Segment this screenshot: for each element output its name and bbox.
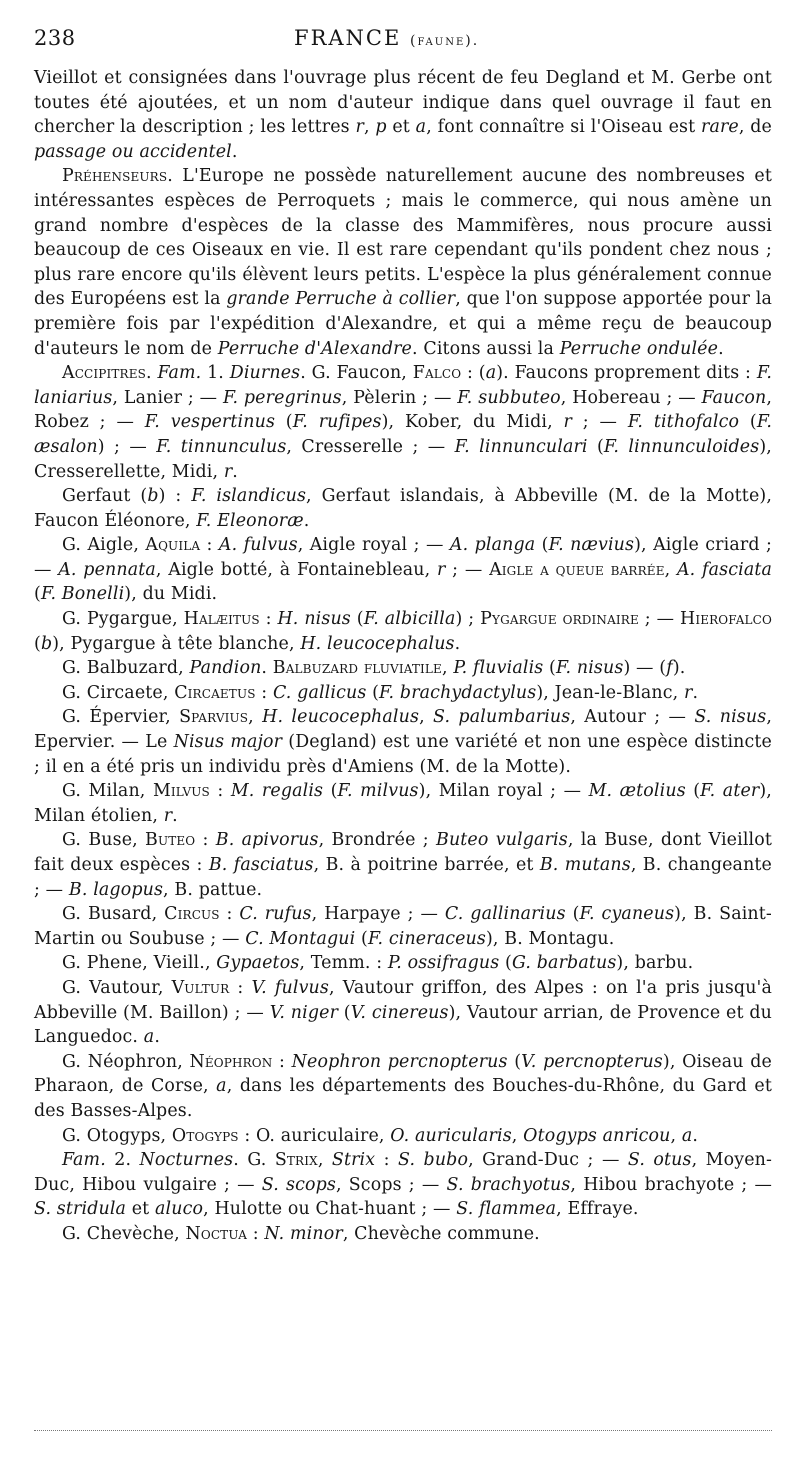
italic-text: B. lagopus	[68, 879, 164, 900]
text-run: , Lanier ; —	[112, 387, 223, 408]
paragraph	[34, 1222, 772, 1247]
italic-text: Gypaetos	[216, 953, 300, 974]
text-run: .	[454, 633, 461, 654]
italic-text: r	[163, 805, 173, 826]
paragraph	[34, 533, 772, 607]
text-run: (	[323, 781, 338, 802]
italic-text: V. niger	[269, 1002, 339, 1023]
text-run: ; —	[445, 559, 490, 580]
bottom-dotted-rule	[34, 1430, 772, 1431]
italic-text: C. gallinarius	[444, 904, 566, 925]
text-run: G. Milan,	[62, 781, 153, 802]
italic-text: A. planga	[449, 535, 536, 556]
paragraph	[34, 902, 772, 951]
italic-text: p	[375, 117, 387, 138]
italic-text: r	[563, 412, 573, 433]
paragraph	[34, 607, 772, 656]
text-run: ) :	[158, 486, 192, 507]
italic-text: H. leucocephalus	[262, 707, 420, 728]
paragraph	[34, 484, 772, 533]
text-run: , Epervier. — Le	[34, 707, 772, 753]
italic-text: A. fasciata	[676, 559, 772, 580]
paragraph	[34, 1124, 772, 1149]
text-run: (	[275, 412, 293, 433]
small-caps-text: Aigle a queue barrée	[489, 559, 665, 580]
italic-text: B. fasciatus	[208, 855, 314, 875]
italic-text: grande Perruche à collier	[226, 289, 456, 310]
text-run: ,	[511, 1125, 524, 1146]
text-run: , B. à poitrine barrée, et	[313, 855, 540, 875]
text-run: ,	[317, 1150, 332, 1171]
text-run: et	[386, 117, 416, 138]
text-run: , B. changeante ; —	[34, 855, 772, 900]
italic-text: Pandion	[189, 658, 262, 679]
paragraph	[34, 951, 772, 976]
text-run: ,	[441, 658, 454, 679]
text-run: ), Pygargue à tête blanche,	[52, 633, 301, 654]
text-run: (	[565, 904, 580, 925]
small-caps-text: Buteo	[145, 830, 196, 851]
page-number: 238	[34, 26, 76, 50]
text-run: , Gerfaut islandais, à Abbeville (M. de la Motte), Faucon Éléonore,	[34, 486, 772, 531]
small-caps-text: Strix	[274, 1150, 318, 1171]
italic-text: B. mutans	[539, 855, 631, 875]
italic-text: r	[437, 559, 446, 580]
text-run: :	[229, 977, 252, 998]
running-head	[294, 26, 479, 50]
text-run: , Grand-Duc ; —	[468, 1150, 628, 1171]
italic-text: F. albicilla	[363, 609, 456, 630]
text-run: G. Aigle,	[62, 535, 146, 556]
italic-text: F. peregrinus	[222, 387, 342, 408]
text-run: (Degland) est une variété et non une espèce distincte ; il en a été pris un individu près d'Amiens (M. de la Motte).	[34, 732, 772, 777]
text-run: , Autour ; —	[570, 707, 695, 728]
italic-text: F. tinnunculus	[156, 436, 287, 457]
text-run: G. Chevèche,	[62, 1223, 186, 1244]
text-run: .	[261, 658, 273, 679]
text-run: ), Jean-le-Blanc,	[536, 682, 685, 703]
italic-text: S. nisus	[694, 707, 767, 728]
italic-text: F. islandicus	[191, 486, 307, 507]
italic-text: a	[415, 117, 427, 138]
italic-text: G. barbatus	[512, 953, 617, 974]
text-run: (	[34, 633, 41, 654]
italic-text: Buteo vulgaris	[436, 830, 568, 851]
text-run: , font connaître si l'Oiseau est	[426, 117, 701, 138]
text-run: G. Vautour,	[62, 977, 172, 998]
text-run: Vieillot et consignées dans l'ouvrage plus récent de feu Degland et M. Gerbe ont toutes été ajoutées, et un nom d'auteur indique dans quel ouvrage il faut en chercher la description ; les lettres	[34, 68, 772, 138]
text-run: , Aigle royal ; —	[297, 535, 450, 556]
text-run: :	[209, 781, 231, 802]
text-run: ; —	[638, 609, 680, 630]
text-run: G. Néophron,	[62, 1051, 190, 1072]
italic-text: S. otus	[627, 1150, 692, 1171]
text-run: , Robez ; —	[34, 387, 772, 433]
text-run: ), Milan royal ; —	[418, 781, 589, 802]
text-run: et	[126, 1199, 155, 1220]
text-run: , Hulotte ou Chat-huant ; —	[203, 1199, 457, 1220]
text-run: (	[366, 682, 380, 703]
italic-text: a	[143, 1027, 155, 1048]
paragraph	[34, 66, 772, 164]
italic-text: S. bubo	[398, 1150, 469, 1171]
text-run: :	[247, 1223, 265, 1244]
text-run: , Effraye.	[556, 1199, 639, 1220]
italic-text: S. scops	[261, 1174, 336, 1195]
text-run: ) — (	[623, 658, 667, 679]
italic-text: Nisus major	[173, 732, 283, 753]
text-run: G. Busard,	[62, 904, 165, 925]
italic-text: S. stridula	[34, 1199, 127, 1220]
text-run: :	[255, 682, 273, 703]
italic-text: F. linnunculari	[454, 436, 588, 457]
italic-text: Fam.	[62, 1150, 106, 1171]
small-caps-text: Néophron	[189, 1051, 273, 1072]
text-run: G. Épervier,	[62, 707, 180, 728]
small-caps-text: Otogyps	[171, 1125, 239, 1146]
italic-text: Perruche ondulée	[559, 338, 719, 359]
italic-text: V. fulvus	[251, 977, 329, 998]
text-run: G. Balbuzard,	[62, 658, 190, 679]
text-run: .	[172, 805, 178, 826]
small-caps-text: Circus	[164, 904, 220, 925]
italic-text: S. palumbarius	[433, 707, 571, 728]
text-run: .	[231, 141, 238, 162]
paragraph	[34, 828, 772, 902]
italic-text: Perruche d'Alexandre	[217, 338, 413, 359]
text-run: ,	[248, 707, 263, 728]
text-run: , Scops ; —	[335, 1174, 447, 1195]
paragraph	[34, 656, 772, 681]
italic-text: N. minor	[264, 1223, 343, 1244]
text-run: , dans les départements des Bouches-du-Rhône, du Gard et des Basses-Alpes.	[34, 1076, 772, 1121]
italic-text: C. Montagui	[245, 928, 356, 949]
text-run: .	[146, 363, 158, 384]
text-run: (	[499, 953, 512, 974]
italic-text: passage ou accidentel	[34, 141, 232, 162]
text-run: Gerfaut (	[62, 486, 148, 507]
italic-text: F. tithofalco	[627, 412, 740, 433]
text-run: (	[535, 535, 549, 556]
text-run: ), Kober, du Midi,	[381, 412, 564, 433]
text-run: , Hobereau ; —	[560, 387, 702, 408]
text-run: ) ;	[455, 609, 481, 630]
text-run: G. Phene, Vieill.,	[62, 953, 217, 974]
paragraph	[34, 779, 772, 828]
italic-text: Fam.	[157, 363, 202, 384]
small-caps-text: Balbuzard fluviatile	[272, 658, 442, 679]
page-body-text	[34, 66, 772, 1247]
text-run: :	[259, 609, 278, 630]
page-header	[34, 26, 772, 66]
italic-text: a	[216, 1076, 227, 1097]
text-run: ), B. Montagu.	[485, 928, 615, 949]
italic-text: Otogyps anricou	[523, 1125, 671, 1146]
italic-text: f	[666, 658, 673, 679]
italic-text: Nocturnes	[139, 1150, 234, 1171]
italic-text: F. subbuteo	[457, 387, 561, 408]
small-caps-text: Noctua	[185, 1223, 248, 1244]
italic-text: H. leucocephalus	[300, 633, 455, 654]
text-run: G. Circaete,	[62, 682, 175, 703]
italic-text: H. nisus	[277, 609, 351, 630]
text-run: (	[587, 436, 604, 457]
text-run: ), Oiseau de Pharaon, de Corse,	[34, 1051, 772, 1097]
text-run: , Temm. :	[299, 953, 388, 974]
text-run: : O. auriculaire,	[238, 1125, 391, 1146]
italic-text: F. æsalon	[34, 412, 773, 457]
italic-text: Diurnes	[229, 363, 301, 384]
text-run: ), du Midi.	[124, 584, 218, 605]
small-caps-text: Préhenseurs	[62, 166, 168, 187]
text-run: .	[303, 510, 310, 531]
paragraph	[34, 164, 772, 361]
text-run: .	[232, 461, 238, 482]
paragraph	[34, 1050, 772, 1124]
paragraph	[34, 681, 772, 706]
italic-text: b	[147, 486, 159, 507]
text-run: :	[195, 830, 216, 851]
text-run: (	[350, 609, 364, 630]
italic-text: F. cyaneus	[579, 904, 675, 925]
text-run: ), Aigle criard ; —	[34, 535, 772, 580]
text-run: G. Buse,	[62, 830, 146, 851]
italic-text: r	[223, 461, 233, 482]
running-head-title: FRANCE	[294, 26, 402, 50]
text-run: 1.	[201, 363, 230, 384]
text-run: , Pèlerin ; —	[341, 387, 458, 408]
text-run: ), barbu.	[616, 953, 694, 974]
italic-text: F. nisus	[556, 658, 624, 679]
text-run: .	[692, 1125, 699, 1146]
italic-text: F. ater	[700, 781, 760, 802]
italic-text: b	[40, 633, 53, 654]
italic-text: Faucon	[701, 387, 767, 408]
text-run: ,	[664, 559, 677, 580]
italic-text: P. fluvialis	[453, 658, 544, 679]
italic-text: C. gallicus	[272, 682, 367, 703]
text-run: , Moyen-Duc, Hibou vulgaire ; —	[34, 1150, 773, 1195]
text-run: ). Faucons proprement dits :	[496, 363, 757, 384]
italic-text: Strix	[331, 1150, 376, 1171]
text-run: , Brondrée ;	[318, 830, 437, 851]
text-run: ; —	[572, 412, 628, 433]
text-run: (	[739, 412, 757, 433]
text-run: , de	[738, 117, 772, 138]
paragraph	[34, 976, 772, 1050]
text-run: , que l'on suppose apportée pour la première fois par l'expédition d'Alexandre, et qui a même reçu de beaucoup d'auteurs le nom de	[34, 289, 772, 359]
italic-text: F. nævius	[548, 535, 635, 556]
text-run: : (	[461, 363, 486, 384]
text-run: :	[272, 1051, 292, 1072]
italic-text: V. percnopterus	[521, 1051, 663, 1072]
text-run: (	[507, 1051, 522, 1072]
italic-text: F. linnunculoides	[603, 436, 760, 457]
italic-text: A. pennata	[58, 559, 156, 580]
italic-text: M. regalis	[230, 781, 324, 802]
italic-text: F. cineraceus	[367, 928, 486, 949]
text-run: , Chevèche commune.	[342, 1223, 540, 1244]
text-run: ,	[670, 1125, 682, 1146]
text-run: . G.	[233, 1150, 275, 1171]
text-run: ).	[672, 658, 686, 679]
text-run: G. Pygargue,	[62, 609, 184, 630]
text-run: , Aigle botté, à Fontainebleau,	[155, 559, 438, 580]
italic-text: F. vespertinus	[144, 412, 276, 433]
text-run: (	[34, 584, 41, 605]
text-run: (	[685, 781, 701, 802]
italic-text: rare	[700, 117, 739, 138]
text-run: ,	[363, 117, 376, 138]
text-run: ,	[419, 707, 434, 728]
text-run: . Citons aussi la	[412, 338, 560, 359]
small-caps-text: Circaetus	[174, 682, 256, 703]
small-caps-text: Hierofalco	[680, 609, 772, 630]
italic-text: P. ossifragus	[387, 953, 500, 974]
text-run: G. Otogyps,	[62, 1125, 172, 1146]
text-run: , Cresserelle ; —	[286, 436, 455, 457]
small-caps-text: Aquila	[145, 535, 201, 556]
italic-text: A. fulvus	[218, 535, 298, 556]
italic-text: F. laniarius	[34, 363, 772, 408]
small-caps-text: Sparvius	[179, 707, 249, 728]
small-caps-text: Milvus	[152, 781, 210, 802]
text-run: :	[375, 1150, 399, 1171]
text-run: ), B. Saint-Martin ou Soubuse ; —	[34, 904, 772, 949]
paragraph	[34, 1148, 772, 1222]
italic-text: a	[485, 363, 497, 384]
italic-text: aluco	[155, 1199, 204, 1220]
italic-text: O. auricularis	[390, 1125, 512, 1146]
text-run: 2.	[105, 1150, 140, 1171]
italic-text: Neophron percnopterus	[291, 1051, 508, 1072]
small-caps-text: Pygargue ordinaire	[480, 609, 639, 630]
text-run: (	[355, 928, 368, 949]
small-caps-text: Falco	[412, 363, 462, 384]
text-run: ), Vautour arrian, de Provence et du Languedoc.	[34, 1002, 773, 1048]
paragraph	[34, 361, 772, 484]
italic-text: F. rufipes	[292, 412, 382, 433]
italic-text: r	[355, 117, 364, 138]
text-run: ), Cresserellette, Midi,	[34, 436, 772, 482]
italic-text: r	[684, 682, 693, 703]
italic-text: F. brachydactylus	[379, 682, 537, 703]
small-caps-text: Halæitus	[183, 609, 260, 630]
italic-text: C. rufus	[239, 904, 312, 925]
italic-text: B. apivorus	[215, 830, 319, 851]
text-run: . G. Faucon,	[300, 363, 413, 384]
text-run: , la Buse, dont Vieillot fait deux espèces :	[34, 830, 772, 875]
text-run: ), Milan étolien,	[34, 781, 772, 826]
text-run: .	[154, 1027, 161, 1048]
italic-text: V. cinereus	[350, 1002, 449, 1023]
text-run: , Vautour griffon, des Alpes : on l'a pris jusqu'à Abbeville (M. Baillon) ; —	[34, 977, 772, 1023]
text-run: . L'Europe ne possède naturellement aucune des nombreuses et intéressantes espèces de Perroquets ; mais le commerce, qui nous amène un grand nombre d'espèces de la classe des Mammifères, nous procure aussi beaucoup de ces Oiseaux en vie. Il est rare cependant qu'ils pondent chez nous ; plus rare encore qu'ils élèvent leurs petits. L'espèce la plus généralement connue des Européens est la	[34, 166, 772, 310]
text-run: ) ; —	[97, 436, 157, 457]
text-run: .	[718, 338, 724, 359]
italic-text: F. Eleonoræ	[196, 510, 304, 531]
text-run: , B. pattue.	[163, 879, 263, 900]
italic-text: S. brachyotus	[446, 1174, 571, 1195]
small-caps-text: Vultur	[171, 977, 230, 998]
italic-text: M. ætolius	[588, 781, 686, 802]
text-run: , Harpaye ; —	[311, 904, 445, 925]
italic-text: F. milvus	[337, 781, 419, 802]
small-caps-text: Accipitres	[62, 363, 146, 384]
italic-text: S. flammea	[456, 1199, 557, 1220]
running-head-subtitle: (faune).	[410, 33, 480, 49]
text-run: (	[338, 1002, 351, 1023]
text-run: , Hibou brachyote ; —	[570, 1174, 773, 1195]
text-run: :	[219, 904, 240, 925]
paragraph	[34, 705, 772, 779]
text-run: (	[543, 658, 556, 679]
text-run: :	[200, 535, 219, 556]
italic-text: a	[681, 1125, 693, 1146]
italic-text: F. Bonelli	[40, 584, 125, 605]
text-run: .	[692, 682, 699, 703]
